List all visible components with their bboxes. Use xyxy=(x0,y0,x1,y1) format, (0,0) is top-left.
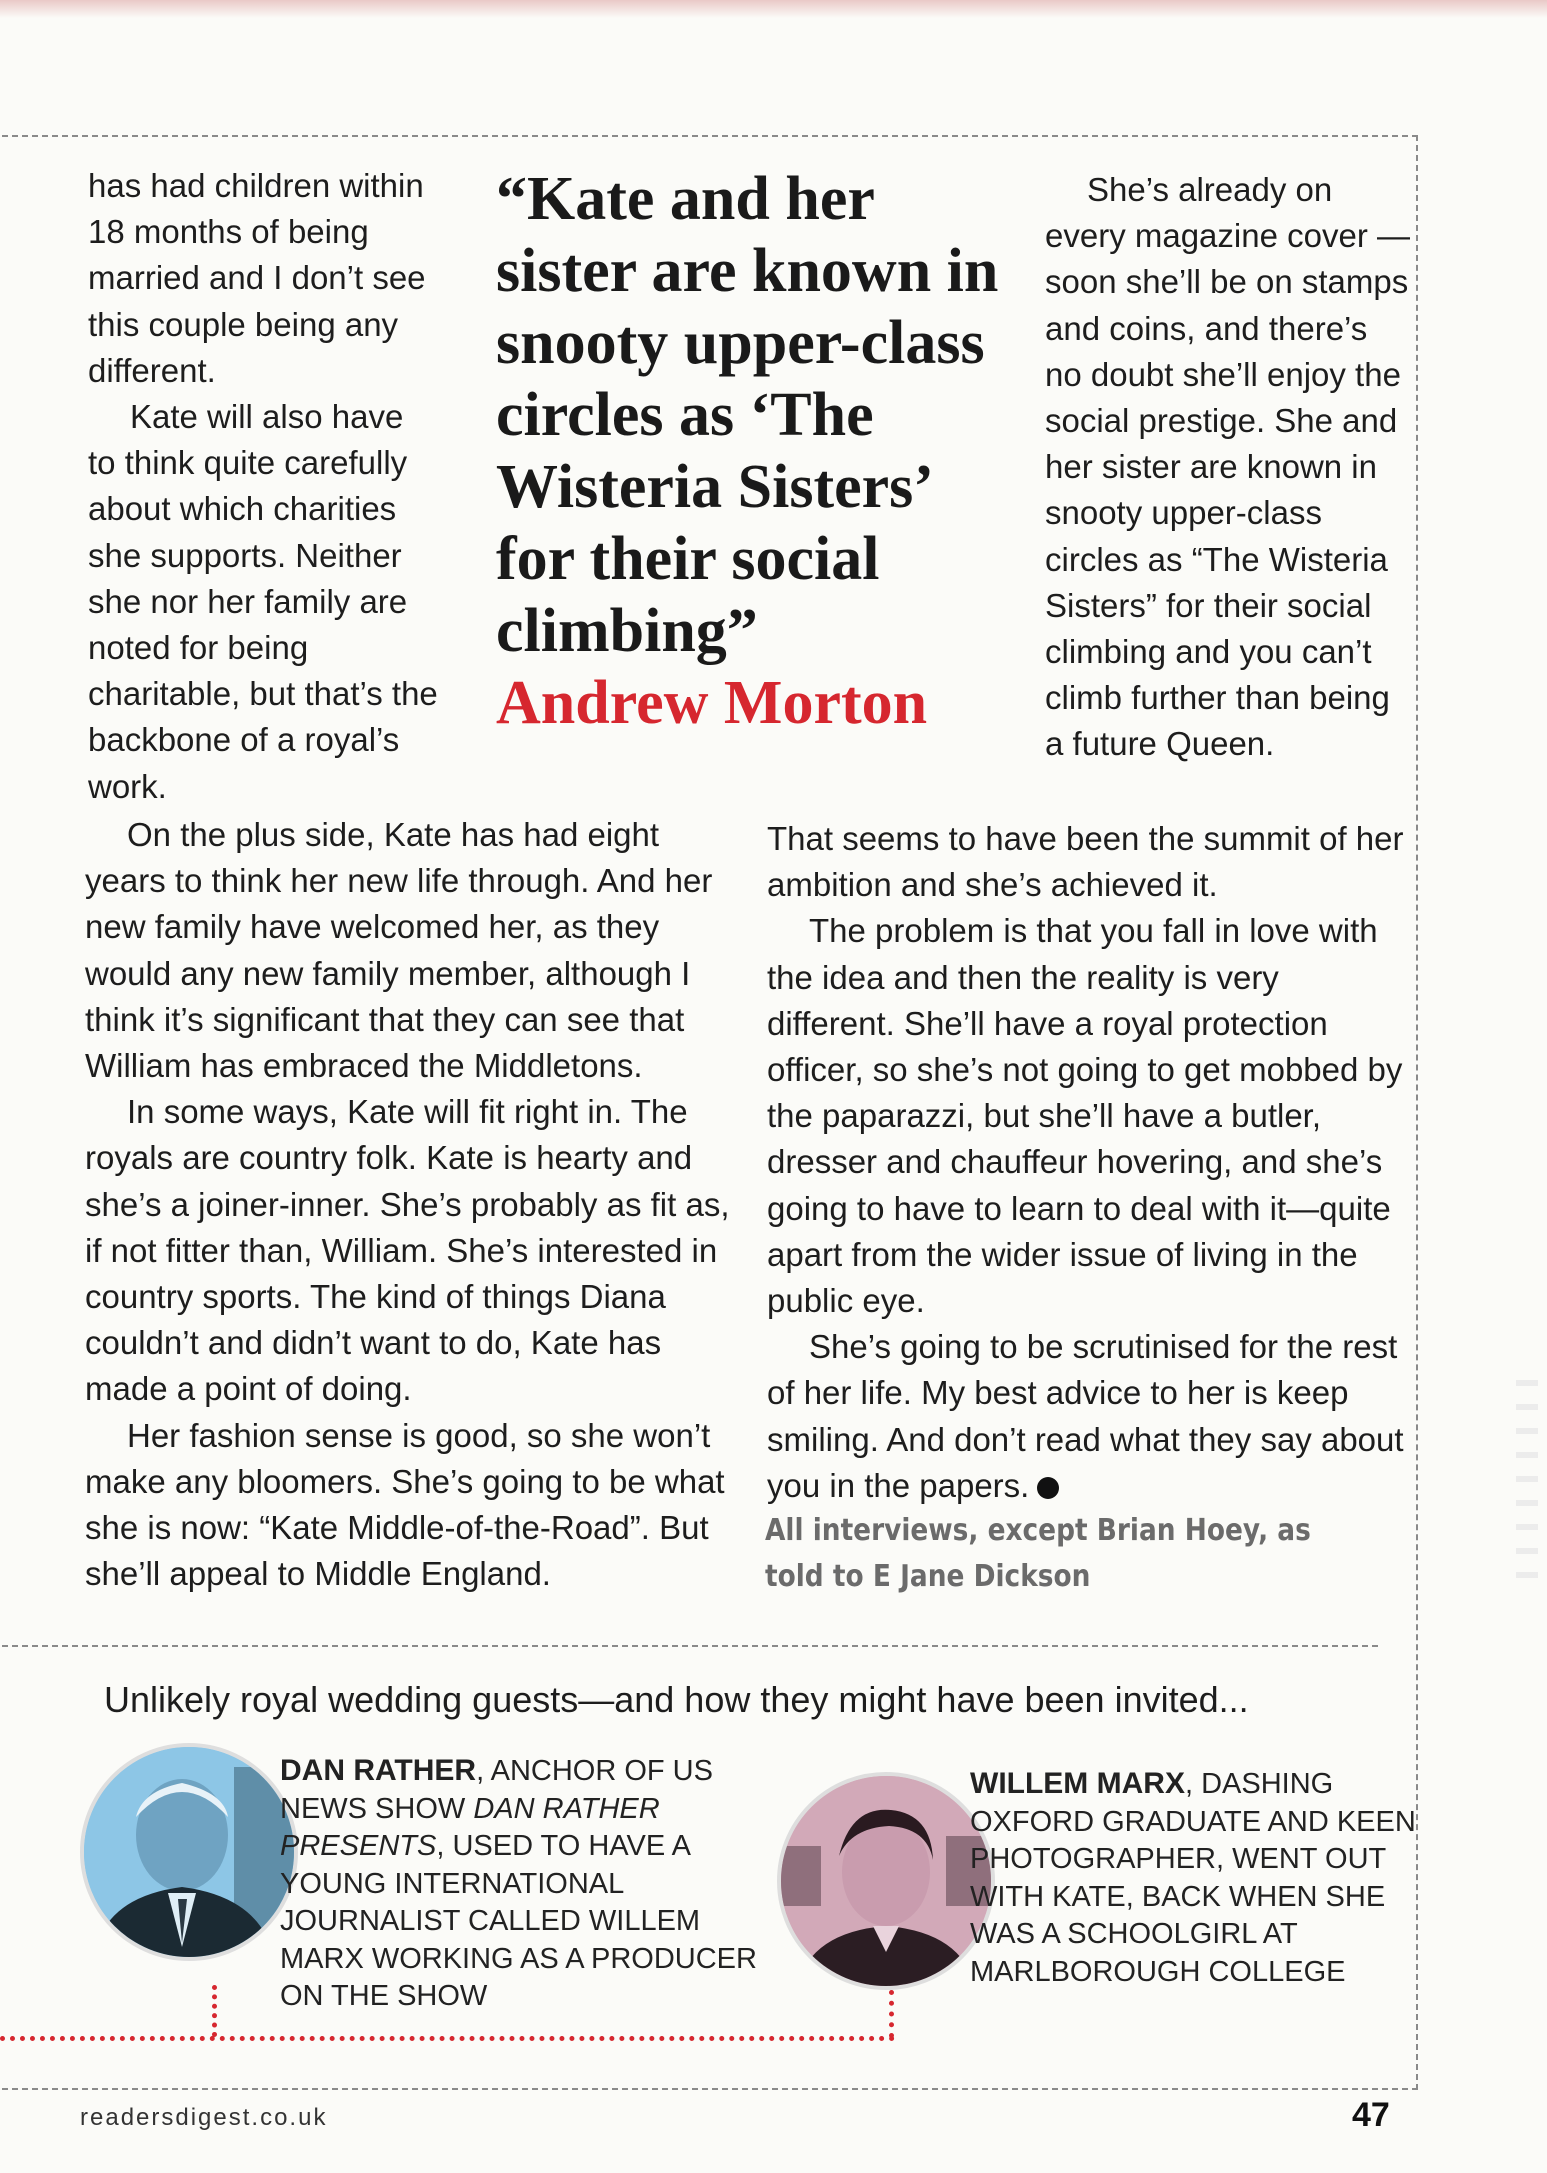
sidebar-top-rule xyxy=(2,1645,1378,1647)
paragraph: That seems to have been the summit of her ambition and she’s achieved it. xyxy=(767,820,1404,904)
article-column-right-top xyxy=(1045,167,1410,768)
article-column-left-top xyxy=(88,163,438,810)
paragraph: On the plus side, Kate has had eight years to think her new life through. And her new family have welcomed her, as they would any new family member, although I think it’s significant that they can see that William has embraced the Middletons. xyxy=(85,816,713,1085)
paragraph: The problem is that you fall in love with the idea and then the reality is very different. She’ll have a royal protection officer, so she’s not going to get mobbed by the paparazzi, but she’ll have a butler, dresser and chauffeur hovering, and she’s going to have to learn to deal with it—quite apart from the wider issue of living in the public eye. xyxy=(767,912,1403,1320)
paragraph: In some ways, Kate will fit right in. The royals are country folk. Kate is hearty and she’s a joiner-inner. She’s probably as fit as, if not fitter than, William. She’s interested in country sports. The kind of things Diana couldn’t and didn’t want to do, Kate has made a point of doing. xyxy=(85,1093,730,1408)
connector-dots-rather xyxy=(212,1985,217,2037)
article-column-left-bottom xyxy=(85,812,740,1597)
paragraph: Kate will also have to think quite carefully about which charities she supports. Neither she nor her family are noted for being charitable, but that’s the backbone of a royal’s work. xyxy=(88,398,438,805)
connector-dots-marx xyxy=(889,1990,894,2038)
dan-rather-caption xyxy=(280,1752,770,2016)
article-credit: All interviews, except Brian Hoey, as told to E Jane Dickson xyxy=(765,1513,1311,1594)
dan-rather-photo xyxy=(80,1743,298,1961)
paragraph: has had children within 18 months of being married and I don’t see this couple being any different. xyxy=(88,167,426,389)
paragraph-final-text: She’s going to be scrutinised for the rest of her life. My best advice to her is keep smiling. And don’t read what they say about you in the papers. xyxy=(767,1328,1404,1504)
pull-quote xyxy=(496,163,1016,739)
page-edge-smudge xyxy=(1516,1380,1538,1580)
guest-description: , USED TO HAVE A YOUNG INTERNATIONAL JOURNALIST CALLED WILLEM MARX WORKING AS A PRODUCER ON THE SHOW xyxy=(280,1830,757,2012)
footer-url: readersdigest.co.uk xyxy=(80,2104,328,2131)
paragraph: She’s already on every magazine cover —soon she’ll be on stamps and coins, and there’s no doubt she’ll enjoy the social prestige. She and her sister are known in snooty upper-class circles as “The Wisteria Sisters” for their social climbing and you can’t climb further than being a future Queen. xyxy=(1045,171,1410,763)
end-of-article-bullet-icon xyxy=(1037,1477,1059,1499)
paragraph: Her fashion sense is good, so she won’t make any bloomers. She’s going to be what she is now: “Kate Middle-of-the-Road”. But she’ll appeal to Middle England. xyxy=(85,1416,725,1593)
guest-description: , DASHING OXFORD GRADUATE AND KEEN PHOTOGRAPHER, WENT OUT WITH KATE, BACK WHEN SHE WAS A SCHOOLGIRL AT MARLBOROUGH COLLEGE xyxy=(970,1768,1416,1988)
dan-rather-portrait-icon xyxy=(84,1747,294,1957)
sidebar-title: Unlikely royal wedding guests—and how they might have been invited... xyxy=(104,1679,1249,1720)
guest-name: DAN RATHER xyxy=(280,1754,477,1787)
paragraph-final xyxy=(767,1324,1407,1509)
connector-dotted-line xyxy=(0,2036,895,2041)
pull-quote-author: Andrew Morton xyxy=(496,669,928,737)
guest-description: , ANCHOR OF US NEWS SHOW xyxy=(280,1755,713,1825)
guest-show-title: DAN RATHER PRESENTS xyxy=(280,1792,660,1862)
willem-marx-caption xyxy=(970,1765,1420,1991)
guest-name: WILLEM MARX xyxy=(970,1767,1185,1800)
page-top-edge xyxy=(0,0,1547,18)
willem-marx-photo xyxy=(777,1772,995,1990)
page-number: 47 xyxy=(1352,2096,1390,2134)
article-column-right-bottom xyxy=(767,816,1407,1509)
willem-marx-portrait-icon xyxy=(781,1776,991,1986)
pull-quote-text: “Kate and her sister are known in snooty upper-class circles as ‘The Wisteria Sisters’ for their social climbing” xyxy=(496,165,999,665)
